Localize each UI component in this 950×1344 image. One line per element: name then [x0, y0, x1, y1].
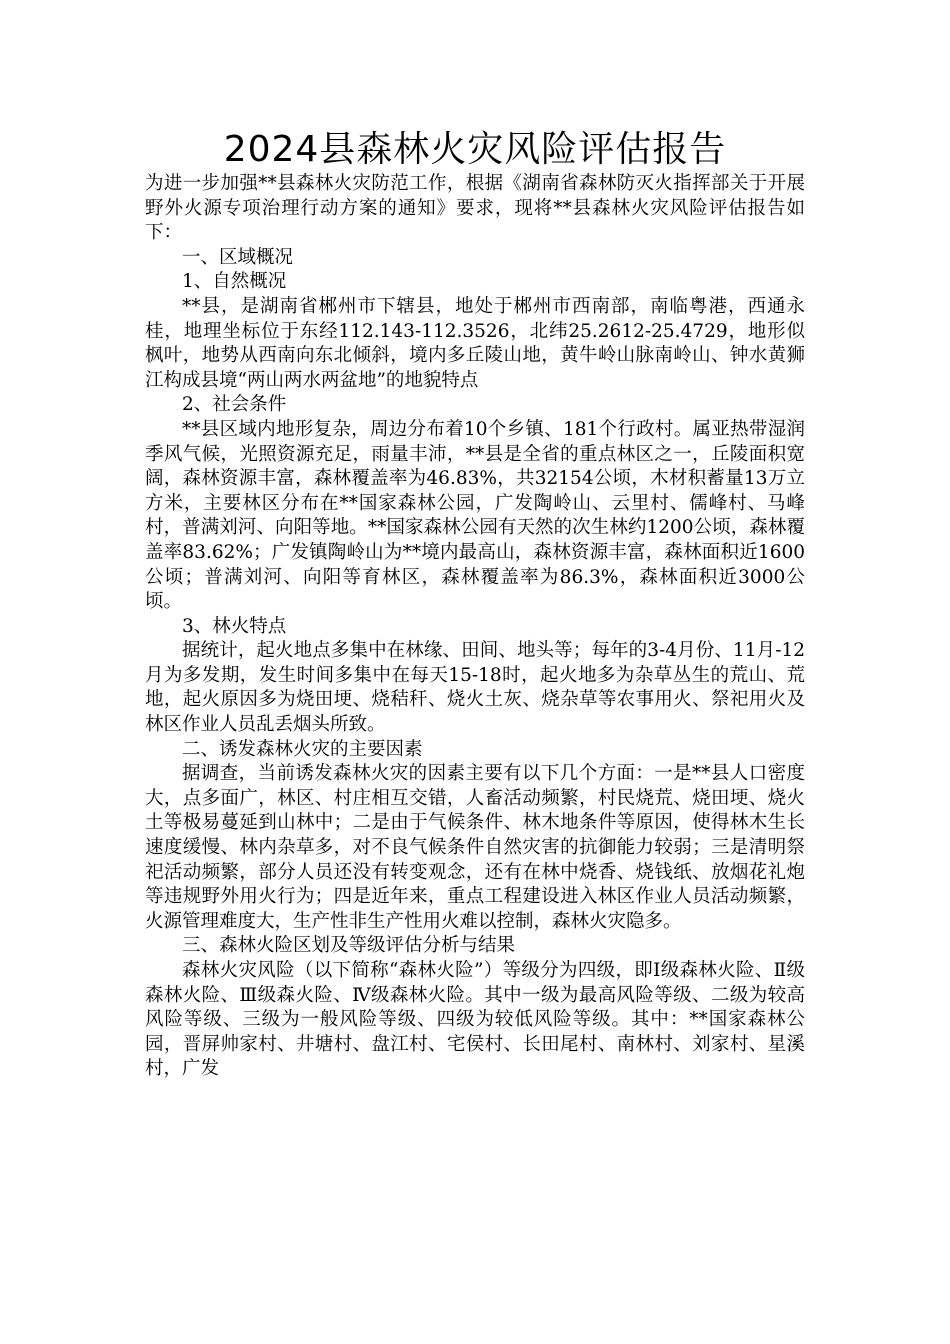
paragraph: 三、森林火险区划及等级评估分析与结果	[182, 935, 516, 957]
document-body	[145, 172, 805, 1082]
paragraph: 1、自然概况	[182, 271, 287, 293]
paragraph: 一、区域概况	[182, 246, 294, 268]
paragraph: 据统计，起火地点多集中在林缘、田间、地头等；每年的3-4月份、11月-12月为多发期，发生时间多集中在每天15-18时，起火地多为杂草丛生的荒山、荒地，起火原因多为烧田埂、烧秸秆、烧火土灰、烧杂草等农事用火、祭祀用火及林区作业人员乱丢烟头所致。	[145, 640, 805, 736]
paragraph: **县区域内地形复杂，周边分布着10个乡镇、181个行政村。属亚热带湿润季风气候，光照资源充足，雨量丰沛，**县是全省的重点林区之一，丘陵面积宽阔，森林资源丰富，森林覆盖率为46.83%，共32154公顷，木材积蓄量13万立方米，主要林区分布在**国家森林公园，广发陶岭山、云里村、儒峰村、马峰村，普满刘河、向阳等地。**国家森林公园有天然的次生林约1200公顷，森林覆盖率83.62%；广发镇陶岭山为**境内最高山，森林资源丰富，森林面积近1600公顷；普满刘河、向阳等育林区，森林覆盖率为86.3%，森林面积近3000公顷。	[145, 418, 805, 613]
paragraph: 2、社会条件	[182, 394, 287, 416]
paragraph: 为进一步加强**县森林火灾防范工作，根据《湖南省森林防灭火指挥部关于开展野外火源专项治理行动方案的通知》要求，现将**县森林火灾风险评估报告如下：	[145, 173, 805, 244]
paragraph: 据调查，当前诱发森林火灾的因素主要有以下几个方面：一是**县人口密度大，点多面广，林区、村庄相互交错，人畜活动频繁，村民烧荒、烧田埂、烧火土等极易蔓延到山林中；二是由于气候条件、林木地条件等原因，使得林木生长速度缓慢、林内杂草多，对不良气候条件自然灾害的抗御能力较弱；三是清明祭祀活动频繁，部分人员还没有转变观念，还有在林中烧香、烧钱纸、放烟花礼炮等违规野外用火行为；四是近年来，重点工程建设进入林区作业人员活动频繁，火源管理难度大，生产性非生产性用火难以控制，森林火灾隐多。	[145, 763, 805, 932]
paragraph: 森林火灾风险（以下简称“森林火险”）等级分为四级，即Ⅰ级森林火险、Ⅱ级森林火险、Ⅲ级森火险、Ⅳ级森林火险。其中一级为最高风险等级、二级为较高风险等级、三级为一般风险等级、四级为较低风险等级。其中：**国家森林公园，晋屏帅家村、井塘村、盘江村、宅侯村、长田尾村、南林村、刘家村、星溪村，广发	[145, 960, 805, 1080]
paragraph: 二、诱发森林火灾的主要因素	[182, 738, 423, 760]
document-title: 2024县森林火灾风险评估报告	[223, 129, 727, 170]
paragraph: **县，是湖南省郴州市下辖县，地处于郴州市西南部，南临粤港，西通永桂，地理坐标位于东经112.143-112.3526，北纬25.2612-25.4729，地形似枫叶，地势从西南向东北倾斜，境内多丘陵山地，黄牛岭山脉南岭山、钟水黄狮江构成县境“两山两水两盆地”的地貌特点	[145, 295, 805, 391]
paragraph: 3、林火特点	[182, 615, 287, 637]
